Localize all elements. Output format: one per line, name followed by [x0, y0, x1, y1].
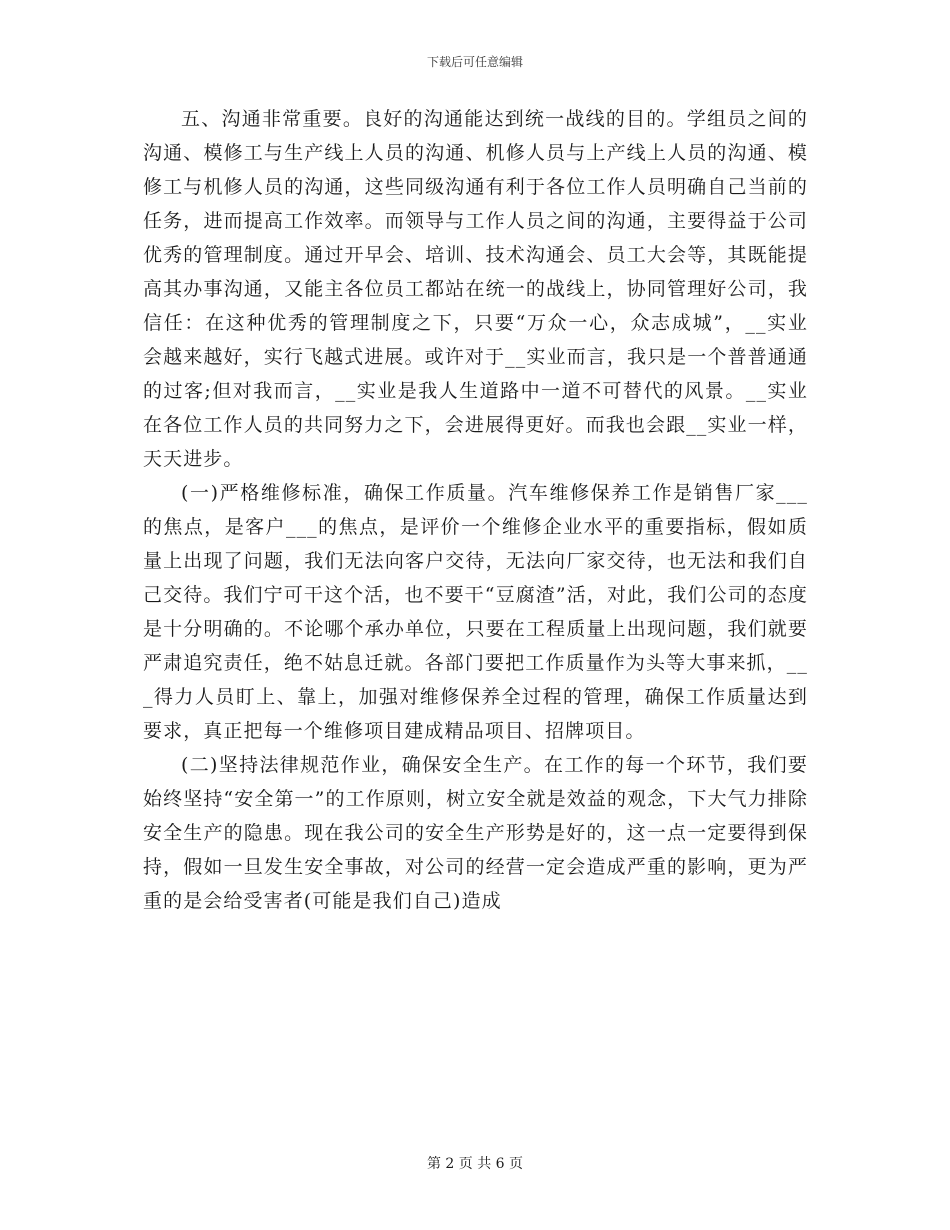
page-header: 下载后可任意编辑	[426, 55, 523, 69]
paragraph-repair-standards: (一)严格维修标准，确保工作质量。汽车维修保养工作是销售厂家___的焦点，是客户___的焦点，是评价一个维修企业水平的重要指标，假如质量上出现了问题，我们无法向客户交待，无法向厂家交待，也无法和我们自己交待。我们宁可干这个活，也不要干“豆腐渣”活，对此，我们公司的态度是十分明确的。不论哪个承办单位，只要在工程质量上出现问题，我们就要严肃追究责任，绝不姑息迁就。各部门要把工作质量作为头等大事来抓，___得力人员盯上、靠上，加强对维修保养全过程的管理，确保工作质量达到要求，真正把每一个维修项目建成精品项目、招牌项目。	[143, 482, 808, 742]
document-body	[143, 102, 808, 918]
page-number: 第 2 页 共 6 页	[426, 1156, 524, 1172]
paragraph-safety-production: (二)坚持法律规范作业，确保安全生产。在工作的每一个环节，我们要始终坚持“安全第一”的工作原则，树立安全就是效益的观念，下大气力排除安全生产的隐患。现在我公司的安全生产形势是好的，这一点一定要得到保持，假如一旦发生安全事故，对公司的经营一定会造成严重的影响，更为严重的是会给受害者(可能是我们自己)造成	[143, 754, 808, 912]
paragraph-communication: 五、沟通非常重要。良好的沟通能达到统一战线的目的。学组员之间的沟通、模修工与生产线上人员的沟通、机修人员与上产线上人员的沟通、模修工与机修人员的沟通，这些同级沟通有利于各位工作人员明确自己当前的任务，进而提高工作效率。而领导与工作人员之间的沟通，主要得益于公司优秀的管理制度。通过开早会、培训、技术沟通会、员工大会等，其既能提高其办事沟通，又能主各位员工都站在统一的战线上，协同管理好公司，我信任：在这种优秀的管理制度之下，只要“万众一心，众志成城”，__实业会越来越好，实行飞越式进展。或许对于__实业而言，我只是一个普普通通的过客;但对我而言，__实业是我人生道路中一道不可替代的风景。__实业在各位工作人员的共同努力之下，会进展得更好。而我也会跟__实业一样，天天进步。	[143, 108, 808, 470]
